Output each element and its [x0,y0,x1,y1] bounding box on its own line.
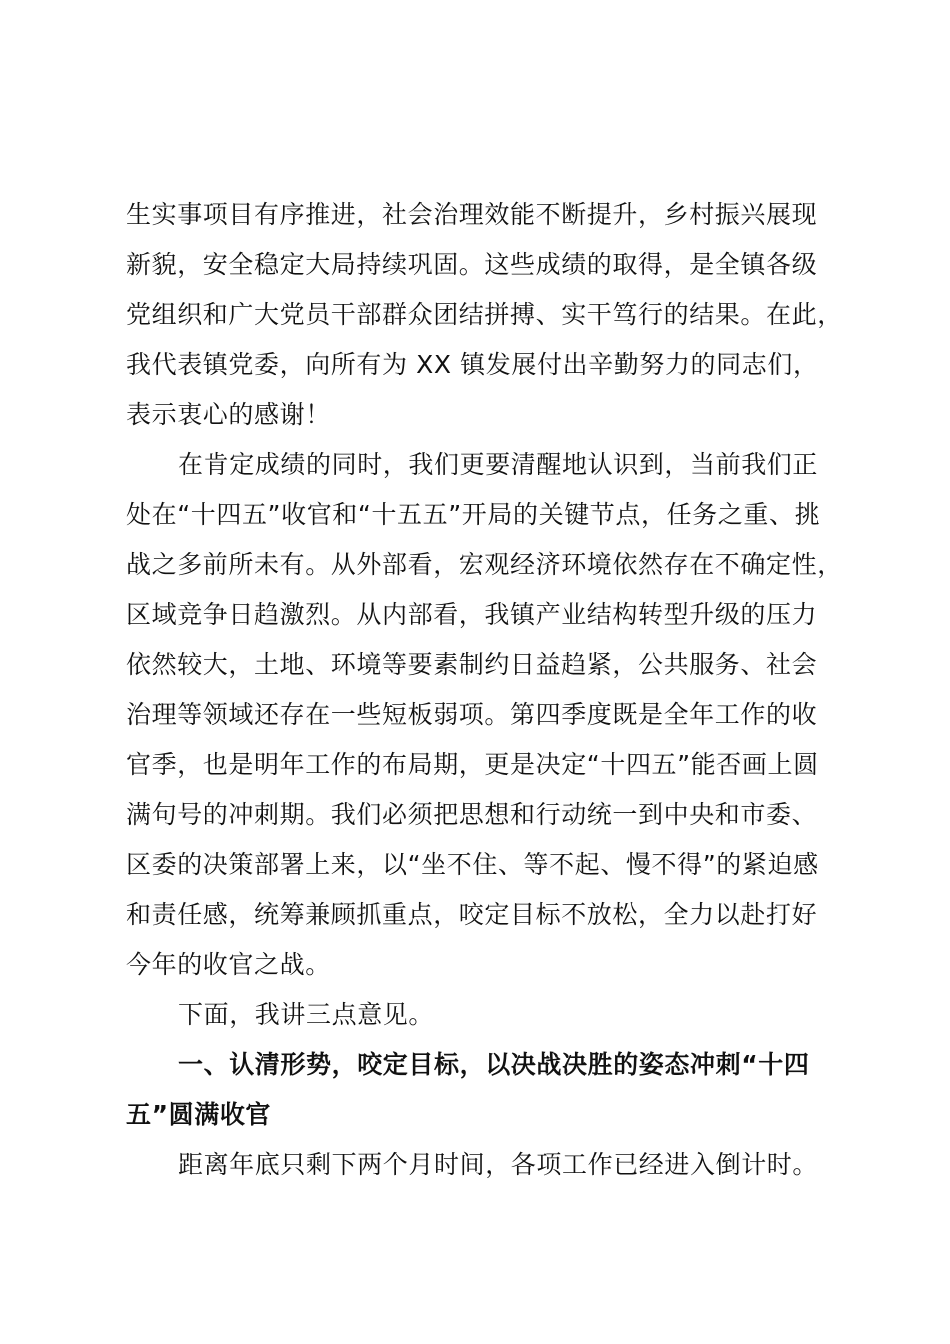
text-line: 官季，也是明年工作的布局期，更是决定“十四五”能否画上圆 [126,750,819,779]
text-line: 治理等领域还存在一些短板弱项。第四季度既是全年工作的收 [126,700,818,729]
text-line: 区委的决策部署上来，以“坐不住、等不起、慢不得”的紧迫感 [126,850,819,879]
text-line: 满句号的冲刺期。我们必须把思想和行动统一到中央和市委、 [126,800,818,829]
section-heading-line: 一、认清形势，咬定目标，以决战决胜的姿态冲刺“十四 [178,1050,810,1079]
text-line: 我代表镇党委，向所有为 XX 镇发展付出辛勤努力的同志们， [126,350,819,379]
text-line: 区域竞争日趋激烈。从内部看，我镇产业结构转型升级的压力 [126,600,818,629]
paragraph-first-line: 距离年底只剩下两个月时间，各项工作已经进入倒计时。 [178,1150,819,1179]
text-line: 今年的收官之战。 [126,950,331,979]
paragraph-first-line: 在肯定成绩的同时，我们更要清醒地认识到，当前我们正 [178,450,819,479]
text-line: 依然较大，土地、环境等要素制约日益趋紧，公共服务、社会 [126,650,818,679]
text-line: 处在“十四五”收官和“十五五”开局的关键节点，任务之重、挑 [126,500,821,529]
text-line: 党组织和广大党员干部群众团结拼搏、实干笃行的结果。在此， [126,300,843,329]
section-heading-line: 五”圆满收官 [126,1100,272,1129]
text-line: 生实事项目有序推进，社会治理效能不断提升，乡村振兴展现 [126,200,818,229]
paragraph-first-line: 下面，我讲三点意见。 [178,1000,435,1029]
text-line: 战之多前所未有。从外部看，宏观经济环境依然存在不确定性， [126,550,843,579]
text-line: 表示衷心的感谢！ [126,400,331,429]
text-line: 和责任感，统筹兼顾抓重点，咬定目标不放松，全力以赴打好 [126,900,818,929]
text-line: 新貌，安全稳定大局持续巩固。这些成绩的取得，是全镇各级 [126,250,818,279]
